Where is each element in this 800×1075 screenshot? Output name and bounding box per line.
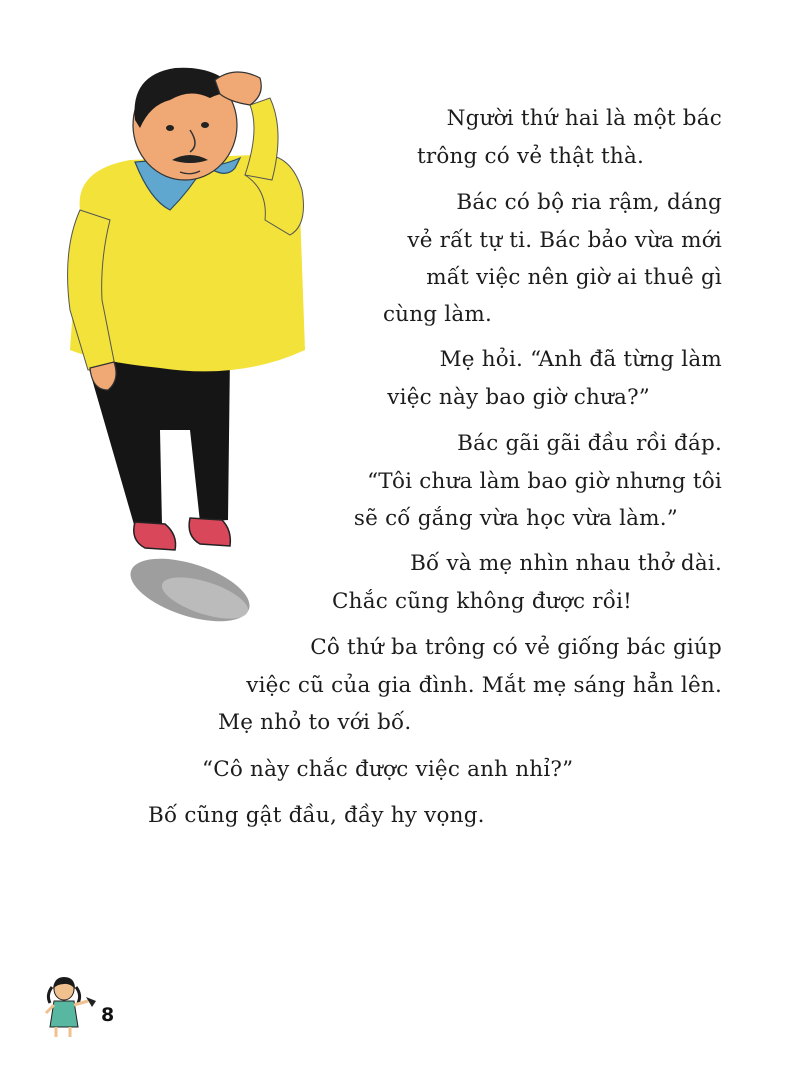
story-line: cùng làm. bbox=[382, 302, 492, 327]
page-number: 8 bbox=[101, 1004, 115, 1026]
story-line: “Tôi chưa làm bao giờ nhưng tôi bbox=[367, 469, 722, 494]
story-line: việc cũ của gia đình. Mắt mẹ sáng hẳn lên. bbox=[246, 673, 722, 698]
story-line: Mẹ hỏi. “Anh đã từng làm bbox=[439, 347, 722, 372]
story-line: sẽ cố gắng vừa học vừa làm.” bbox=[353, 506, 678, 531]
story-line: Bác gãi gãi đầu rồi đáp. bbox=[457, 431, 722, 456]
girl-with-brush-icon bbox=[42, 975, 102, 1041]
story-line: Mẹ nhỏ to với bố. bbox=[218, 710, 412, 735]
story-line: Bố và mẹ nhìn nhau thở dài. bbox=[410, 551, 722, 576]
story-line: Bố cũng gật đầu, đầy hy vọng. bbox=[148, 803, 485, 828]
story-line: Chắc cũng không được rồi! bbox=[332, 589, 632, 614]
story-line: Cô thứ ba trông có vẻ giống bác giúp bbox=[310, 635, 722, 660]
story-line: Bác có bộ ria rậm, dáng bbox=[456, 190, 722, 215]
story-line: “Cô này chắc được việc anh nhỉ?” bbox=[202, 757, 574, 782]
story-line: mất việc nên giờ ai thuê gì bbox=[426, 265, 722, 290]
story-line: trông có vẻ thật thà. bbox=[417, 144, 644, 169]
story-line: Người thứ hai là một bác bbox=[446, 106, 722, 131]
story-line: việc này bao giờ chưa?” bbox=[387, 385, 650, 410]
story-line: vẻ rất tự ti. Bác bảo vừa mới bbox=[407, 228, 722, 253]
man-scratching-head-illustration bbox=[40, 50, 340, 640]
